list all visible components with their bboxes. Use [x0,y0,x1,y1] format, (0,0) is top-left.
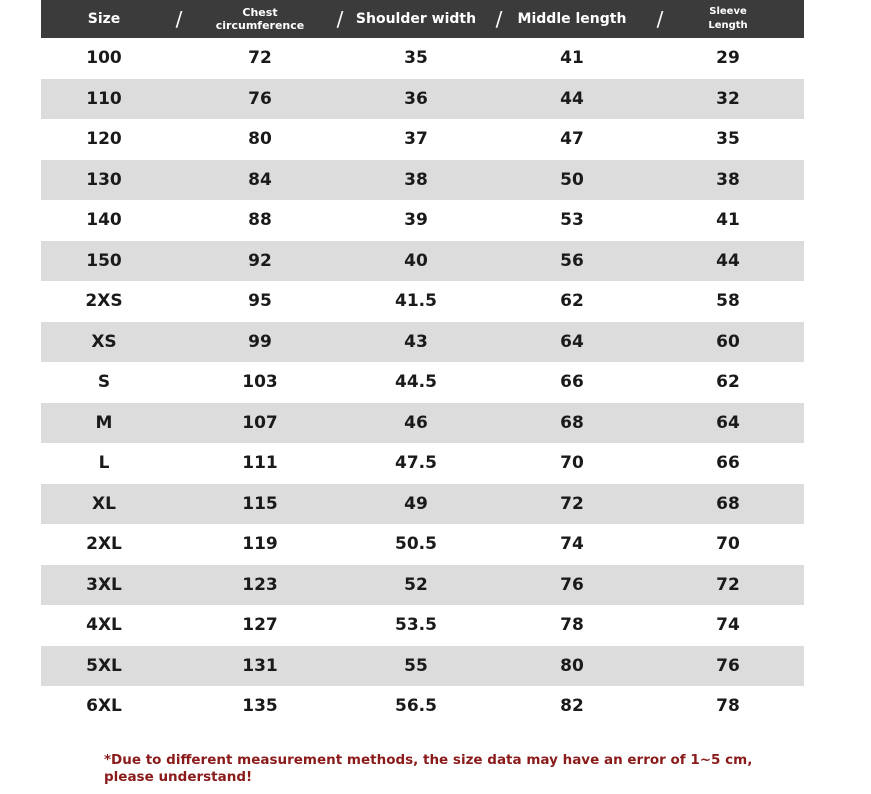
cell-chest: 123 [242,574,278,595]
cell-chest: 107 [242,412,278,433]
cell-size: L [98,453,110,474]
cell-middle-length: 78 [560,615,584,636]
cell-chest: 119 [242,534,278,555]
cell-sleeve-length: 66 [716,453,740,474]
cell-middle-length: 82 [560,696,584,717]
cell-shoulder: 35 [404,48,428,69]
cell-sleeve-length: 58 [716,291,740,312]
cell-sleeve-length: 74 [716,615,740,636]
cell-chest: 135 [242,696,278,717]
cell-chest: 80 [248,129,272,150]
cell-middle-length: 47 [560,129,584,150]
table-row [41,686,804,727]
cell-size: 6XL [86,696,122,717]
cell-sleeve-length: 60 [716,331,740,352]
cell-shoulder: 56.5 [395,696,437,717]
header-sleeve-line1: Sleeve [709,6,747,17]
cell-chest: 99 [248,331,272,352]
header-size: Size [87,11,121,27]
cell-size: 100 [86,48,122,69]
header-separator: / [495,7,503,31]
cell-middle-length: 80 [560,655,584,676]
cell-sleeve-length: 68 [716,493,740,514]
cell-shoulder: 52 [404,574,428,595]
cell-chest: 88 [248,210,272,231]
cell-sleeve-length: 29 [716,48,740,69]
cell-middle-length: 68 [560,412,584,433]
table-row [41,119,804,160]
cell-shoulder: 36 [404,88,428,109]
cell-middle-length: 44 [560,88,584,109]
cell-shoulder: 41.5 [395,291,437,312]
table-row [41,79,804,120]
cell-chest: 103 [242,372,278,393]
cell-middle-length: 56 [560,250,584,271]
cell-middle-length: 66 [560,372,584,393]
header-separator: / [175,7,183,31]
cell-middle-length: 76 [560,574,584,595]
size-chart-table [41,0,804,727]
table-row [41,38,804,79]
cell-middle-length: 64 [560,331,584,352]
cell-middle-length: 50 [560,169,584,190]
cell-chest: 131 [242,655,278,676]
table-row [41,322,804,363]
cell-chest: 76 [248,88,272,109]
cell-sleeve-length: 62 [716,372,740,393]
cell-shoulder: 37 [404,129,428,150]
cell-sleeve-length: 70 [716,534,740,555]
cell-size: 150 [86,250,122,271]
cell-chest: 127 [242,615,278,636]
cell-sleeve-length: 78 [716,696,740,717]
cell-size: 2XS [85,291,123,312]
cell-shoulder: 50.5 [395,534,437,555]
cell-size: 120 [86,129,122,150]
cell-size: 4XL [86,615,122,636]
cell-middle-length: 62 [560,291,584,312]
cell-middle-length: 41 [560,48,584,69]
measurement-note: *Due to different measurement methods, the size data may have an error of 1~5 cm, please understand! [104,752,753,785]
cell-size: S [97,372,111,393]
header-chest: Chest circumference [215,6,305,32]
header-separator: / [656,7,664,31]
cell-sleeve-length: 38 [716,169,740,190]
header-sleeve-length [665,0,791,38]
table-row [41,403,804,444]
table-row [41,443,804,484]
cell-shoulder: 38 [404,169,428,190]
cell-shoulder: 43 [404,331,428,352]
cell-size: 5XL [86,655,122,676]
cell-sleeve-length: 76 [716,655,740,676]
cell-chest: 111 [242,453,278,474]
table-row [41,200,804,241]
cell-middle-length: 70 [560,453,584,474]
cell-size: XS [91,331,117,352]
cell-size: 140 [86,210,122,231]
cell-size: 130 [86,169,122,190]
table-row [41,605,804,646]
cell-shoulder: 44.5 [395,372,437,393]
cell-sleeve-length: 32 [716,88,740,109]
cell-middle-length: 74 [560,534,584,555]
table-body [41,38,804,727]
cell-size: 110 [86,88,122,109]
cell-chest: 115 [242,493,278,514]
cell-size: M [95,412,113,433]
cell-shoulder: 55 [404,655,428,676]
cell-shoulder: 49 [404,493,428,514]
table-row [41,565,804,606]
cell-size: XL [92,493,116,514]
table-row [41,241,804,282]
cell-shoulder: 47.5 [395,453,437,474]
cell-sleeve-length: 41 [716,210,740,231]
cell-chest: 92 [248,250,272,271]
table-row [41,362,804,403]
header-middle-length: Middle length [517,11,627,27]
table-row [41,524,804,565]
cell-sleeve-length: 44 [716,250,740,271]
cell-sleeve-length: 64 [716,412,740,433]
table-row [41,484,804,525]
cell-shoulder: 46 [404,412,428,433]
cell-sleeve-length: 72 [716,574,740,595]
cell-size: 2XL [86,534,122,555]
table-row [41,646,804,687]
cell-size: 3XL [86,574,122,595]
cell-chest: 72 [248,48,272,69]
cell-chest: 95 [248,291,272,312]
table-header [41,0,804,38]
header-sleeve-line2: Length [708,20,748,31]
header-separator: / [336,7,344,31]
cell-shoulder: 39 [404,210,428,231]
cell-shoulder: 53.5 [395,615,437,636]
cell-shoulder: 40 [404,250,428,271]
table-row [41,281,804,322]
table-row [41,160,804,201]
header-shoulder: Shoulder width [355,11,477,27]
cell-middle-length: 72 [560,493,584,514]
cell-middle-length: 53 [560,210,584,231]
cell-chest: 84 [248,169,272,190]
cell-sleeve-length: 35 [716,129,740,150]
